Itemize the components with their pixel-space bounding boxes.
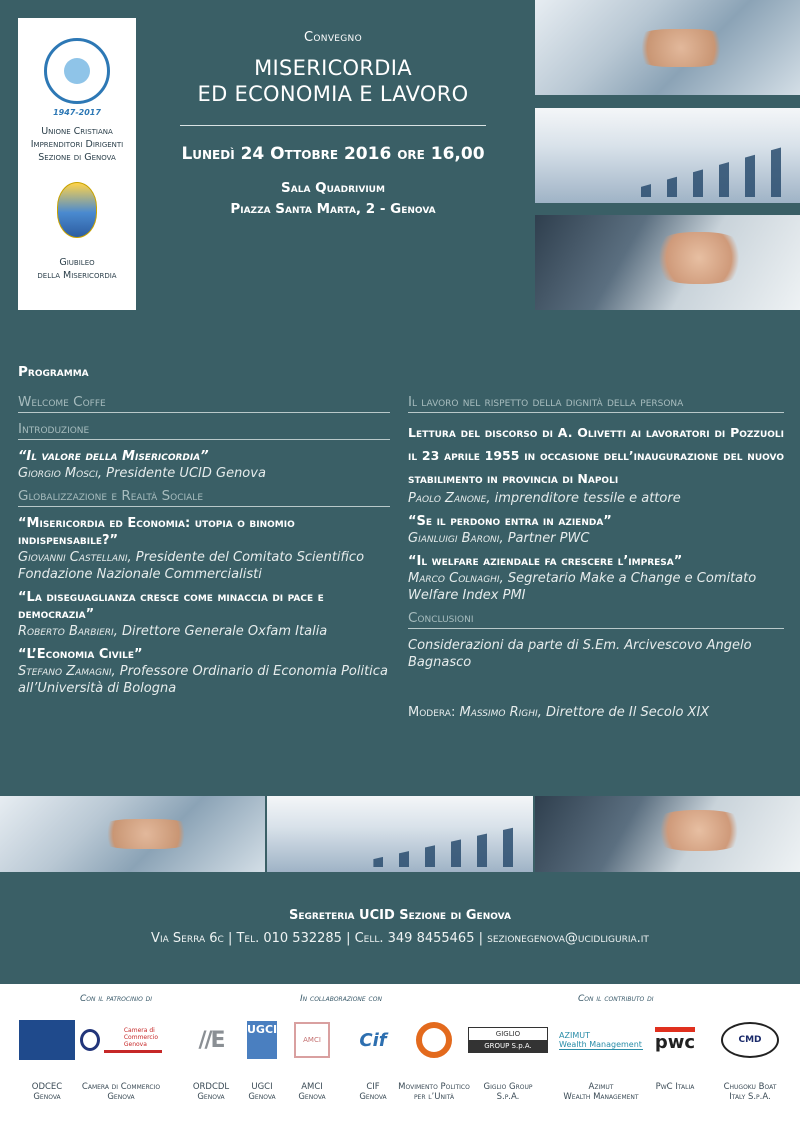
chart-photo — [535, 108, 800, 203]
moderator: Modera: Massimo Righi, Direttore de Il Secolo XIX — [408, 705, 710, 720]
photo-band — [0, 796, 800, 872]
jubilee-name: Giubileo della Misericordia — [37, 257, 117, 281]
sponsor-pwc: pwc PwC Italia — [648, 1018, 702, 1092]
event-date: Lunedì 24 Ottobre 2016 ore 16,00 — [181, 144, 485, 164]
band-hands-photo — [0, 796, 265, 872]
talk-4-speaker: Gianluigi Baroni, Partner PWC — [408, 531, 590, 546]
sponsor-chugoku-boat: CMD Chugoku Boat Italy S.p.A. — [710, 1018, 790, 1102]
title-divider — [180, 125, 486, 126]
secretariat-title: Segreteria UCID Sezione di Genova — [289, 908, 511, 923]
sponsor-ordcdl: //E ORDCDL Genova — [192, 1027, 230, 1102]
patronage-label: Con il patrocinio di — [80, 994, 153, 1004]
talk-5-title: “Il welfare aziendale fa crescere l’impresa” — [408, 554, 683, 569]
sponsor-ugci: UGCI UGCI Genova — [247, 1023, 278, 1102]
work-heading: Il lavoro nel rispetto della dignità della persona — [408, 394, 784, 413]
talk-2-speaker: Roberto Barbieri, Direttore Generale Oxfam Italia — [18, 624, 328, 639]
sponsors-strip — [0, 984, 800, 1132]
sponsor-cif: Cif CIF Genova — [359, 1029, 387, 1102]
amci-logo: AMCI — [294, 1022, 330, 1058]
event-header — [150, 30, 516, 220]
sponsor-odcec: ODCEC Genova — [8, 1018, 86, 1102]
band-handshake-photo — [535, 796, 800, 872]
talk-2-title: “La diseguaglianza cresce come minaccia di pace e democrazia” — [18, 590, 324, 622]
programme — [18, 364, 784, 720]
pwc-logo: pwc — [655, 1027, 695, 1053]
ugci-logo: UGCI — [247, 1021, 277, 1059]
talk-4-title: “Se il perdono entra in azienda” — [408, 514, 612, 529]
seal-years: 1947-2017 — [53, 108, 101, 117]
camera-logo: Camera di Commercio Genova — [104, 1027, 162, 1053]
cmd-logo: CMD — [721, 1022, 779, 1058]
globalization-heading: Globalizzazione e Realtà Sociale — [18, 488, 390, 507]
secretariat-contact: Via Serra 6c | Tel. 010 532285 | Cell. 349 8455465 | sezionegenova@ucidliguria.it — [151, 931, 649, 946]
hands-photo — [535, 0, 800, 95]
ucid-logo-panel — [18, 18, 136, 310]
programme-left-column — [18, 394, 390, 703]
collaboration-label: In collaborazione con — [300, 994, 382, 1004]
talk-3-title: “L’Economia Civile” — [18, 647, 143, 662]
band-chart-photo — [267, 796, 533, 872]
conclusions-text: Considerazioni da parte di S.Em. Arcivescovo Angelo Bagnasco — [408, 638, 752, 670]
sponsor-amci: AMCI AMCI Genova — [280, 1018, 344, 1102]
sponsor-azimut: AZIMUT Wealth Management Azimut Wealth Management — [559, 1030, 642, 1102]
welcome-heading: Welcome Coffe — [18, 394, 390, 413]
contribution-label: Con il contributo di — [578, 994, 654, 1004]
sponsor-camera-commercio: Camera di Commercio Genova Camera di Commercio Genova — [81, 1027, 161, 1102]
talk-1-title: “Misericordia ed Economia: utopia o binomio indispensabile?” — [18, 516, 295, 548]
sponsor-giglio-group: GIGLIO GROUP S.p.A. Giglio Group S.p.A. — [466, 1018, 550, 1102]
ucid-seal-icon — [44, 38, 110, 104]
movimento-logo-icon — [416, 1022, 452, 1058]
camera-seal-icon — [80, 1029, 100, 1051]
giglio-logo: GIGLIO GROUP S.p.A. — [468, 1027, 548, 1053]
azimut-logo: AZIMUT Wealth Management — [559, 1030, 642, 1049]
intro-talk: “Il valore della Misericordia” — [18, 449, 209, 464]
handshake-photo — [535, 215, 800, 310]
talk-3-speaker: Stefano Zamagni, Professore Ordinario di Economia Politica all’Università di Bologna — [18, 664, 388, 696]
odcec-logo-icon — [19, 1020, 75, 1060]
cif-logo: Cif — [359, 1029, 387, 1051]
ordcdl-logo: //E — [198, 1027, 224, 1053]
conclusions-heading: Conclusioni — [408, 610, 784, 629]
programme-heading: Programma — [18, 364, 89, 380]
event-type: Convegno — [304, 30, 362, 45]
talk-5-speaker: Marco Colnaghi, Segretario Make a Change e Comitato Welfare Index PMI — [408, 571, 757, 603]
work-speaker: Paolo Zanone, imprenditore tessile e attore — [408, 491, 681, 506]
jubilee-logo-icon — [57, 182, 97, 238]
sponsor-movimento-politico: Movimento Politico per l’Unità — [396, 1018, 472, 1102]
intro-speaker: Giorgio Mosci, Presidente UCID Genova — [18, 466, 266, 481]
org-name: Unione Cristiana Imprenditori Dirigenti Sezione di Genova — [30, 126, 124, 163]
event-title: MISERICORDIA ED ECONOMIA E LAVORO — [197, 56, 469, 106]
intro-heading: Introduzione — [18, 421, 390, 440]
secretariat — [0, 908, 800, 946]
talk-1-speaker: Giovanni Castellani, Presidente del Comitato Scientifico Fondazione Nazionale Commercialisti — [18, 550, 365, 582]
work-talk: Lettura del discorso di A. Olivetti ai lavoratori di Pozzuoli il 23 aprile 1955 in occasione dell’inaugurazione del nuovo stabilimento in provincia di Napoli — [408, 425, 784, 486]
programme-right-column — [408, 394, 784, 720]
event-venue: Sala Quadrivium Piazza Santa Marta, 2 - Genova — [230, 180, 436, 217]
